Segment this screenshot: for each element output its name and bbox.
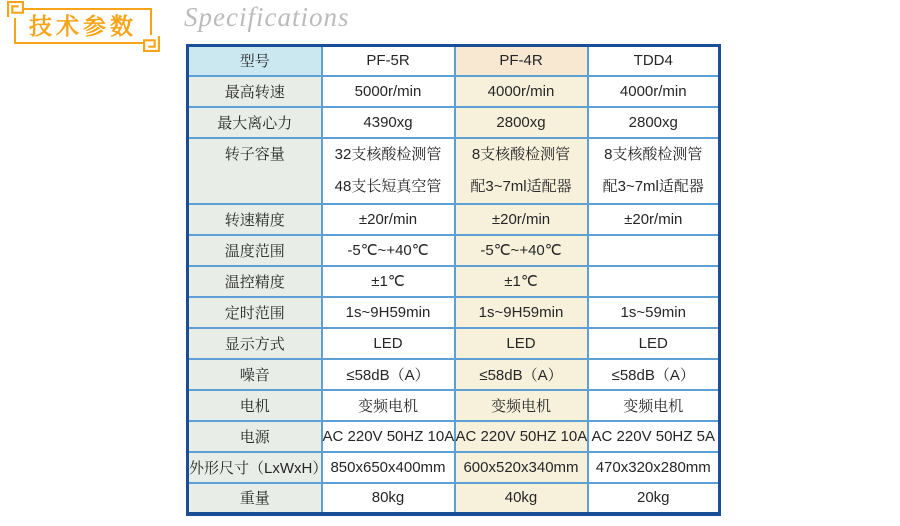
page-title-en: Specifications [184, 2, 350, 32]
cell-line: ≤58dB（A） [479, 366, 563, 384]
cell-line: ±1℃ [504, 273, 538, 290]
cell-line: 4390xg [363, 113, 413, 131]
spec-value [588, 204, 720, 235]
cell-line: 变频电机 [623, 397, 684, 415]
spec-value [455, 390, 588, 421]
spec-value [322, 452, 455, 483]
cell-line: 2800xg [496, 113, 546, 131]
spec-value [588, 297, 720, 328]
cell-line: 600x520x340mm [463, 458, 579, 476]
cell-line: 48支长短真空管 [334, 177, 442, 195]
spec-value [322, 76, 455, 107]
cell-line: 变频电机 [357, 397, 418, 415]
spec-label: 定时范围 [188, 297, 322, 328]
table-row [188, 328, 720, 359]
spec-value [322, 204, 455, 235]
spec-value [588, 107, 720, 138]
spec-label [188, 138, 322, 204]
cell-line: LED [373, 334, 403, 352]
specifications-table [186, 44, 721, 516]
spec-value [322, 390, 455, 421]
cell-line: ≤58dB（A） [611, 366, 695, 384]
spec-label: 外形尺寸（LxWxH） [188, 452, 322, 483]
cell-line: 1s~59min [620, 303, 686, 321]
table-row [188, 76, 720, 107]
spec-value [322, 297, 455, 328]
spec-value [455, 107, 588, 138]
spec-value [322, 138, 455, 204]
cell-line: 5000r/min [354, 82, 422, 100]
spec-value [322, 421, 455, 452]
spec-value [455, 138, 588, 204]
spec-value [588, 421, 720, 452]
cell-line: 变频电机 [490, 397, 551, 415]
cell-line: 40kg [504, 489, 538, 506]
cell-line: 8支核酸检测管 [471, 145, 571, 163]
spec-label: 温控精度 [188, 266, 322, 297]
cell-line: ≤58dB（A） [346, 366, 430, 384]
table-row [188, 297, 720, 328]
fret-ornament-icon [7, 1, 24, 18]
spec-value [588, 76, 720, 107]
spec-value [455, 421, 588, 452]
table-row [188, 107, 720, 138]
spec-value [455, 483, 588, 514]
spec-value-empty [588, 235, 720, 266]
table-row [188, 390, 720, 421]
spec-value [588, 328, 720, 359]
model-name-pf5r: PF-5R [322, 46, 455, 76]
spec-value [455, 297, 588, 328]
cell-line: 20kg [636, 489, 670, 506]
spec-label: 显示方式 [188, 328, 322, 359]
spec-value [455, 359, 588, 390]
spec-value [322, 266, 455, 297]
spec-value [455, 266, 588, 297]
cell-line: 4000r/min [619, 82, 687, 100]
cell-line: 32支核酸检测管 [334, 145, 442, 163]
cell-line: 转子容量 [224, 145, 285, 163]
table-row [188, 235, 720, 266]
spec-value [588, 359, 720, 390]
cell-line: LED [638, 334, 668, 352]
table-header-row [188, 46, 720, 76]
cell-line: ±20r/min [491, 210, 551, 228]
cell-line: 2800xg [628, 113, 678, 131]
page-title-cn: 技术参数 [29, 13, 137, 39]
cell-line: ±1℃ [371, 273, 405, 290]
section-title [14, 8, 152, 44]
cell-line: ±20r/min [624, 210, 683, 228]
spec-label: 温度范围 [188, 235, 322, 266]
spec-value-empty [588, 266, 720, 297]
spec-value [455, 328, 588, 359]
spec-value [588, 138, 720, 204]
cell-line: 8支核酸检测管 [604, 145, 703, 163]
cell-line: LED [506, 334, 536, 352]
spec-value [588, 452, 720, 483]
spec-label: 最高转速 [188, 76, 322, 107]
cell-line: 4000r/min [487, 82, 555, 100]
cell-line: 470x320x280mm [595, 458, 711, 476]
spec-label: 重量 [188, 483, 322, 514]
model-header-label: 型号 [188, 46, 322, 76]
spec-value [455, 204, 588, 235]
cell-line: 1s~9H59min [345, 303, 431, 321]
spec-value [455, 452, 588, 483]
cell-line: AC 220V 50HZ 5A [591, 427, 715, 445]
cell-line: AC 220V 50HZ 10A [322, 427, 455, 445]
spec-label: 最大离心力 [188, 107, 322, 138]
fret-ornament-icon [143, 35, 160, 52]
table-row [188, 452, 720, 483]
cell-line: -5℃~+40℃ [347, 242, 429, 259]
cell-line: 1s~9H59min [478, 303, 564, 321]
table-row [188, 204, 720, 235]
section-title-frame [14, 8, 152, 44]
spec-label: 转速精度 [188, 204, 322, 235]
spec-label: 电源 [188, 421, 322, 452]
table-row [188, 138, 720, 204]
model-name-pf4r: PF-4R [455, 46, 588, 76]
cell-line: 配3~7ml适配器 [602, 177, 704, 195]
cell-line: 80kg [371, 489, 405, 506]
cell-line: 配3~7ml适配器 [470, 177, 572, 195]
spec-value [322, 235, 455, 266]
spec-value [588, 483, 720, 514]
spec-value [455, 235, 588, 266]
cell-line: 850x650x400mm [330, 458, 446, 476]
spec-label: 电机 [188, 390, 322, 421]
table-row [188, 266, 720, 297]
cell-line: ±20r/min [358, 210, 418, 228]
spec-value [322, 359, 455, 390]
table-row [188, 483, 720, 514]
model-name-tdd4: TDD4 [588, 46, 720, 76]
spec-label: 噪音 [188, 359, 322, 390]
spec-value [322, 107, 455, 138]
cell-line: -5℃~+40℃ [480, 242, 562, 259]
spec-value [322, 483, 455, 514]
table-row [188, 421, 720, 452]
table-row [188, 359, 720, 390]
spec-value [322, 328, 455, 359]
cell-line: AC 220V 50HZ 10A [455, 427, 588, 445]
spec-value [588, 390, 720, 421]
spec-value [455, 76, 588, 107]
